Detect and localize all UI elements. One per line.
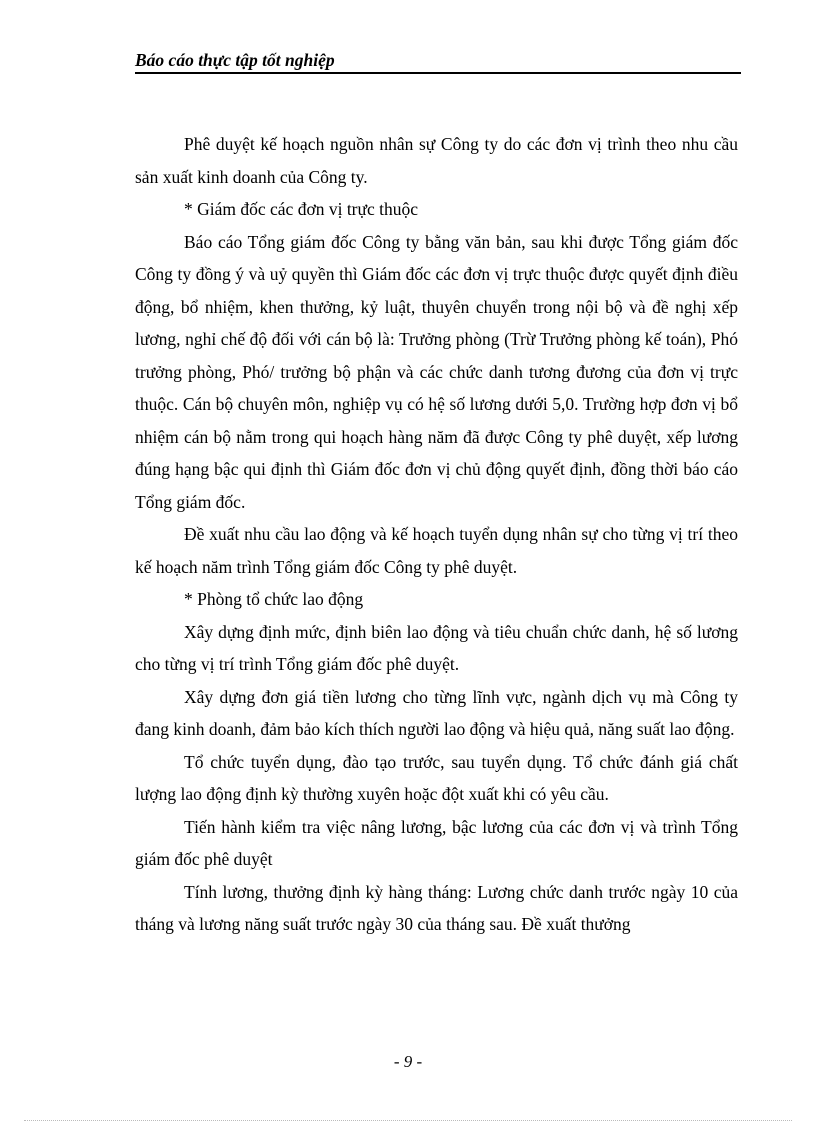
paragraph: Xây dựng định mức, định biên lao động và tiêu chuẩn chức danh, hệ số lương cho từng vị trí trình Tổng giám đốc phê duyệt. [135, 621, 738, 674]
document-body [135, 128, 738, 941]
page-header [135, 48, 741, 74]
paragraph: Tiến hành kiểm tra việc nâng lương, bậc lương của các đơn vị và trình Tổng giám đốc phê duyệt [135, 816, 738, 869]
section-heading: * Phòng tổ chức lao động [184, 589, 364, 609]
paragraph: Phê duyệt kế hoạch nguồn nhân sự Công ty do các đơn vị trình theo nhu cầu sản xuất kinh doanh của Công ty. [135, 134, 738, 187]
paragraph: Tính lương, thưởng định kỳ hàng tháng: Lương chức danh trước ngày 10 của tháng và lương năng suất trước ngày 30 của tháng sau. Đề xuất thưởng [135, 881, 738, 934]
paragraph: Xây dựng đơn giá tiền lương cho từng lĩnh vực, ngành dịch vụ mà Công ty đang kinh doanh, đảm bảo kích thích người lao động và hiệu quả, năng suất lao động. [135, 686, 738, 739]
page-bottom-divider [24, 1120, 792, 1121]
page-number: - 9 - [393, 1052, 423, 1071]
paragraph: Báo cáo Tổng giám đốc Công ty bằng văn bản, sau khi được Tổng giám đốc Công ty đồng ý và uỷ quyền thì Giám đốc các đơn vị trực thuộc được quyết định điều động, bổ nhiệm, khen thưởng, kỷ luật, thuyên chuyển trong nội bộ và đề nghị xếp lương, nghỉ chế độ đối với cán bộ là: Trưởng phòng (Trừ Trưởng phòng kế toán), Phó trưởng phòng, Phó/ trưởng bộ phận và các chức danh tương đương của đơn vị trực thuộc. Cán bộ chuyên môn, nghiệp vụ có hệ số lương dưới 5,0. Trường hợp đơn vị bổ nhiệm cán bộ nằm trong qui hoạch hàng năm đã được Công ty phê duyệt, xếp lương đúng hạng bậc qui định thì Giám đốc đơn vị chủ động quyết định, đồng thời báo cáo Tổng giám đốc. [135, 231, 738, 512]
section-heading: * Giám đốc các đơn vị trực thuộc [184, 199, 419, 219]
paragraph: Tổ chức tuyển dụng, đào tạo trước, sau tuyển dụng. Tổ chức đánh giá chất lượng lao động định kỳ thường xuyên hoặc đột xuất khi có yêu cầu. [135, 751, 738, 804]
paragraph: Đề xuất nhu cầu lao động và kế hoạch tuyển dụng nhân sự cho từng vị trí theo kế hoạch năm trình Tổng giám đốc Công ty phê duyệt. [135, 524, 738, 577]
header-title: Báo cáo thực tập tốt nghiệp [135, 50, 335, 70]
